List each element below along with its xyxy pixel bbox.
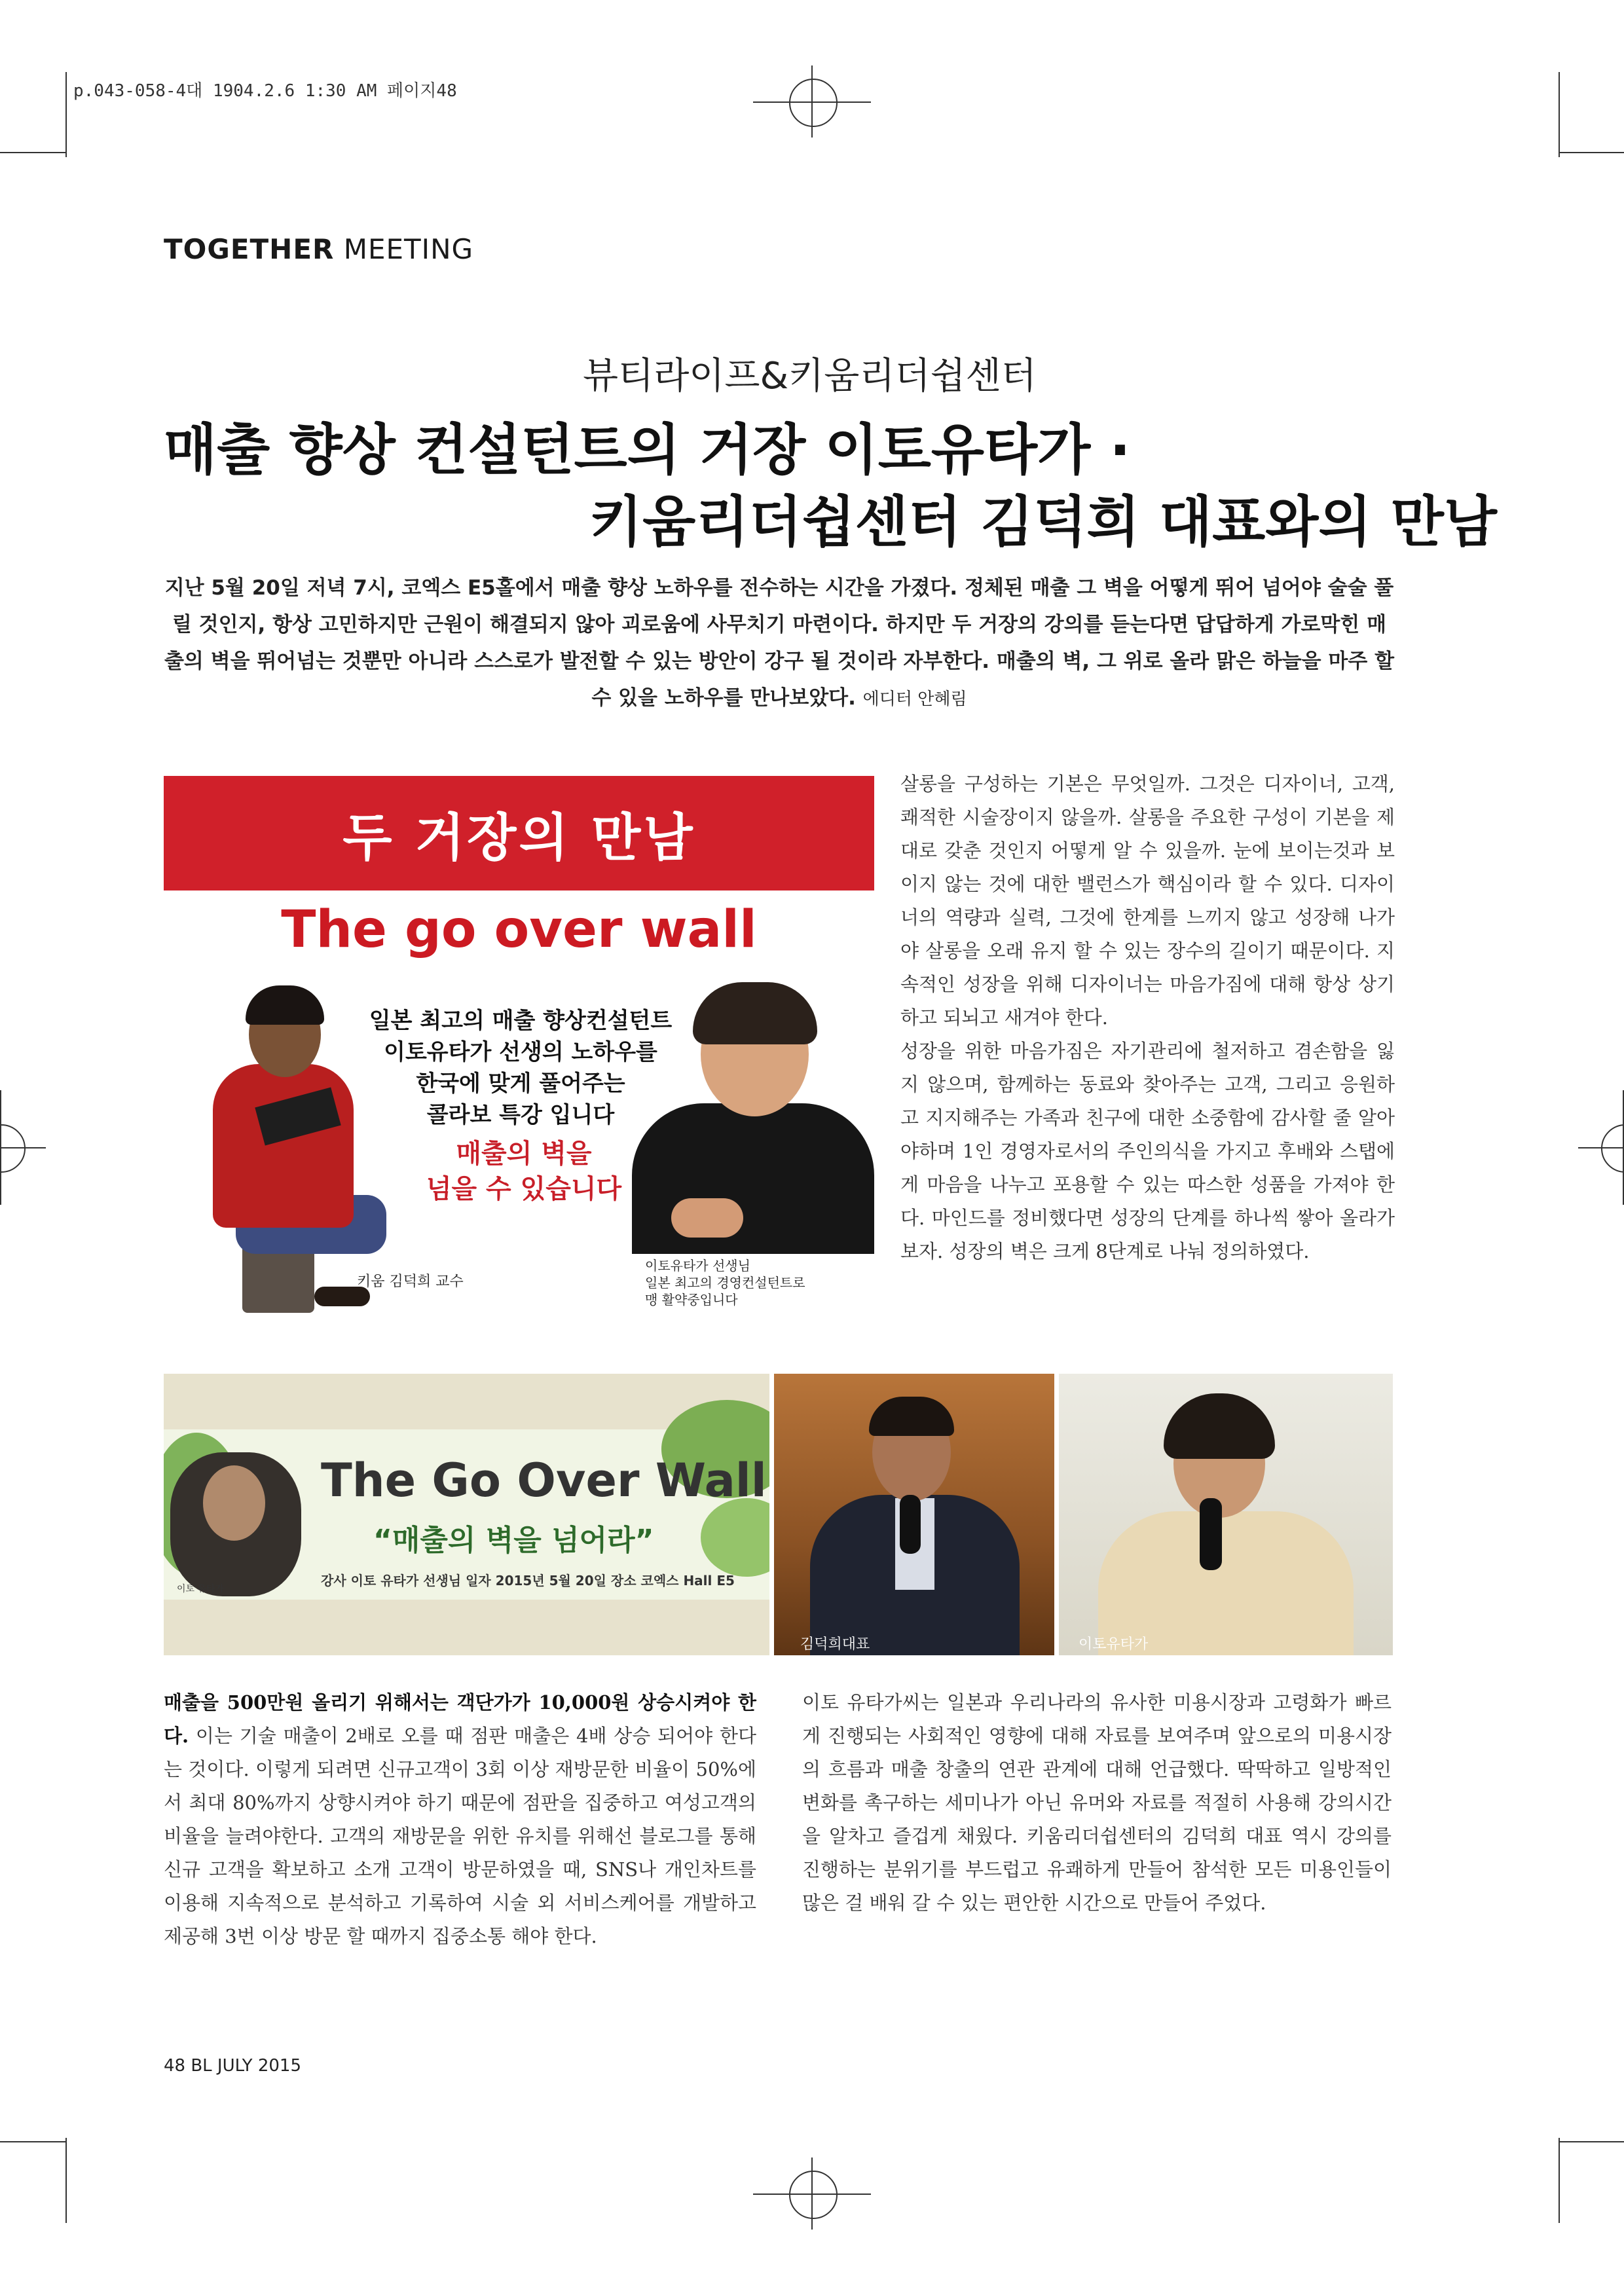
poster-caption-ito: [645, 1257, 805, 1308]
section-label-bold: TOGETHER: [164, 233, 335, 265]
poster-subtitle: The go over wall: [281, 900, 757, 959]
microphone-icon: [1200, 1498, 1222, 1570]
bottom-right-text: [802, 1686, 1392, 1920]
paragraph: 이토 유타가씨는 일본과 우리나라의 유사한 미용시장과 고령화가 빠르게 진행되는 사회적인 영향에 대해 자료를 보여주며 앞으로의 미용시장의 흐름과 매출 창출의 연관 관계에 대해 언급했다. 딱딱하고 일방적인 변화를 촉구하는 세미나가 아닌 유머와 자료를 적절히 사용해 강의시간을 알차고 즐겁게 채웠다. 키움리더쉽센터의 김덕희 대표 역시 강의를 진행하는 분위기를 부드럽고 유쾌하게 만들어 참석한 모든 미용인들이 많은 걸 배워 갈 수 있는 편안한 시간으로 만들어 주었다.: [802, 1691, 1392, 1914]
photo-ito-speaking: [1059, 1374, 1393, 1655]
poster-body-line: 일본 최고의 매출 향상컨설턴트: [369, 1008, 673, 1034]
photo-caption-ito: 이토유타가: [1079, 1636, 1149, 1653]
poster-body-line: 한국에 맞게 풀어주는: [416, 1071, 625, 1097]
section-label: [164, 233, 473, 265]
banner-portrait-caption: 이토 유타가: [177, 1584, 225, 1594]
right-column-text: [900, 767, 1395, 1268]
banner-subtitle: “매출의 벽을 넘어라”: [373, 1524, 654, 1557]
article-title-line1: 매출 향상 컨설턴트의 거장 이토유타가 ·: [164, 418, 1131, 482]
photo-caption-kim: 김덕희대표: [800, 1636, 870, 1653]
caption-line: 일본 최고의 경영컨설턴트로: [645, 1275, 805, 1291]
paragraph: [164, 1686, 756, 1953]
paragraph: 살롱을 구성하는 기본은 무엇일까. 그것은 디자이너, 고객, 쾌적한 시술장이지 않을까. 살롱을 주요한 구성이 기본을 제대로 갖춘 것인지 어떻게 알 수 있을까. 눈에 보이는것과 보이지 않는 것에 대한 밸런스가 핵심이라 할 수 있다. 디자이너의 역량과 실력, 그것에 한계를 느끼지 않고 성장해 나가야 살롱을 오래 유지 할 수 있는 장수의 길이기 때문이다. 지속적인 성장을 위해 디자이너는 마음가짐에 대해 항상 상기하고 되뇌고 새겨야 한다.: [900, 773, 1395, 1029]
lead-text: 지난 5월 20일 저녁 7시, 코엑스 E5홀에서 매출 향상 노하우를 전수하는 시간을 가졌다. 정체된 매출 그 벽을 어떻게 뛰어 넘어야 술술 풀릴 것인지, 항상 고민하지만 근원이 해결되지 않아 괴로움에 사무치기 마련이다. 하지만 두 거장의 강의를 듣는다면 답답하게 가로막힌 매출의 벽을 뛰어넘는 것뿐만 아니라 스스로가 발전할 수 있는 방안이 강구 될 것이라 자부한다. 매출의 벽, 그 위로 올라 맑은 하늘을 마주 할 수 있을 노하우를 만나보았다.: [164, 576, 1395, 710]
caption-line: 맹 활약중입니다: [645, 1292, 738, 1308]
paragraph: 성장을 위한 마음가짐은 자기관리에 철저하고 겸손함을 잃지 않으며, 함께하는 동료와 찾아주는 고객, 그리고 응원하고 지지해주는 가족과 친구에 대한 소중함에 감사할 줄 알아야하며 1인 경영자로서의 주인의식을 가지고 후배와 스탭에게 마음을 나누고 포용할 수 있는 따스한 성품을 가져야 한다. 마인드를 정비했다면 성장의 단계를 하나씩 쌓아 올라가보자. 성장의 벽은 크게 8단계로 나눠 정의하였다.: [900, 1040, 1395, 1262]
editor-credit: 에디터 안혜림: [862, 689, 967, 709]
poster-body-line: 이토유타가 선생의 노하우를: [384, 1039, 657, 1065]
banner-title: The Go Over Wall: [321, 1454, 767, 1507]
printer-slug: p.043-058-4대 1904.2.6 1:30 AM 페이지48: [73, 81, 457, 101]
microphone-icon: [900, 1495, 921, 1554]
event-poster: [164, 776, 874, 1323]
bottom-left-text: [164, 1686, 756, 1953]
page-folio: 48 BL JULY 2015: [164, 2056, 301, 2076]
banner-info: 강사 이토 유타가 선생님 일자 2015년 5월 20일 장소 코엑스 Hall E5: [321, 1573, 735, 1588]
poster-highlight-line: 매출의 벽을: [456, 1139, 592, 1169]
caption-line: 이토유타가 선생님: [645, 1258, 750, 1274]
photo-kim-speaking: [774, 1374, 1054, 1655]
poster-banner: 두 거장의 만남: [164, 776, 874, 890]
section-label-light: MEETING: [343, 233, 474, 265]
article-lead: [164, 570, 1395, 718]
poster-caption-kim: 키움 김덕희 교수: [357, 1274, 464, 1290]
article-kicker: 뷰티라이프&키움리더쉽센터: [583, 355, 1037, 397]
poster-highlight-line: 넘을 수 있습니다: [426, 1174, 622, 1204]
poster-body-line: 콜라보 특강 입니다: [426, 1102, 615, 1128]
event-banner-photo: [164, 1374, 769, 1655]
poster-highlight: [360, 1136, 688, 1207]
article-title-line2: 키움리더쉽센터 김덕희 대표와의 만남: [589, 490, 1498, 554]
banner-portrait-face: [203, 1465, 265, 1541]
poster-body: [311, 1005, 730, 1131]
paragraph-body: 이는 기술 매출이 2배로 오를 때 점판 매출은 4배 상승 되어야 한다는 것이다. 이렇게 되려면 신규고객이 3회 이상 재방문한 비율이 50%에서 최대 80%까지 상향시켜야 하기 때문에 점판을 집중하고 여성고객의 비율을 늘려야한다. 고객의 재방문을 위한 유치를 위해선 블로그를 통해 신규 고객을 확보하고 소개 고객이 방문하였을 때, SNS나 개인차트를 이용해 지속적으로 분석하고 기록하여 시술 외 서비스케어를 개발하고 제공해 3번 이상 방문 할 때까지 집중소통 해야 한다.: [164, 1725, 756, 1947]
paragraph-lead: 매출을 500만원 올리기 위해서는 객단가가 10,000원 상승시켜야 한다.: [164, 1691, 756, 1747]
